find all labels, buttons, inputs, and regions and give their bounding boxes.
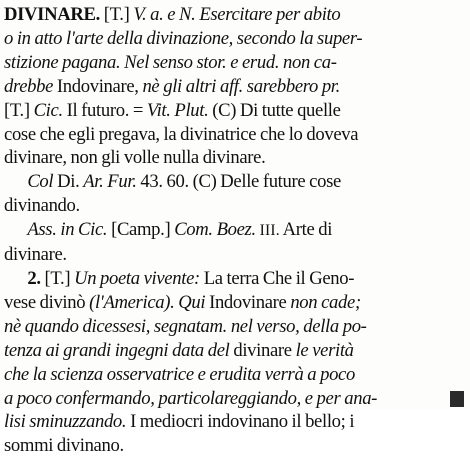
headword-reference: Indovinare bbox=[209, 291, 287, 313]
entry-line: a poco confermando, particolareggiando, e per ana- bbox=[4, 387, 378, 409]
entry-line: divinando. bbox=[4, 195, 80, 217]
citation-author: Cic. bbox=[33, 99, 63, 121]
entry-line: drebbe Indovinare, nè gli altri aff. sarebbero pr. bbox=[4, 75, 340, 97]
entry-line: che la scienza osservatrice e erudita verrà a poco bbox=[4, 363, 355, 385]
sense-number: 2. bbox=[27, 267, 41, 289]
entry-line: vese divinò (l'America). Qui Indovinare non cade; bbox=[4, 291, 361, 313]
entry-line: divinare. bbox=[4, 244, 67, 266]
definition-text: V. a. e N. Esercitare per abito bbox=[133, 4, 341, 25]
source-tag: [T.] bbox=[103, 4, 130, 25]
entry-line: sommi divinano. bbox=[4, 435, 124, 457]
entry-line: stizione pagana. Nel senso stor. e erud. non ca- bbox=[4, 51, 337, 73]
entry-line: [T.] Cic. Il futuro. = Vit. Plut. (C) Di tutte quelle bbox=[4, 99, 341, 121]
citation-author: Col bbox=[27, 171, 54, 193]
entry-line bbox=[4, 3, 453, 27]
scan-corner-mark bbox=[450, 391, 464, 407]
entry-line: nè quando dicessesi, segnatam. nel verso, della po- bbox=[4, 315, 367, 337]
citation-author: Ass. in Cic. bbox=[27, 219, 108, 241]
entry-line: o in atto l'arte della divinazione, secondo la super- bbox=[4, 27, 363, 49]
entry-line: tenza ai grandi ingegni data del divinare le verità bbox=[4, 339, 354, 361]
entry-line: Ass. in Cic. [Camp.] Com. Boez. III. Arte di bbox=[27, 219, 333, 241]
entry-line: lisi sminuzzando. I mediocri indovinano il bello; i bbox=[4, 411, 355, 433]
entry-headword: DIVINARE. bbox=[4, 4, 100, 25]
citation-author: Ar. Fur. bbox=[83, 171, 137, 193]
source-tag: [T.] bbox=[44, 267, 71, 289]
entry-line: Col Di. Ar. Fur. 43. 60. (C) Delle future cose bbox=[27, 171, 341, 193]
headword-reference: Indovinare, bbox=[56, 75, 139, 97]
source-tag: [T.] bbox=[4, 99, 30, 121]
entry-line: 2. [T.] Un poeta vivente: La terra Che il Geno- bbox=[27, 267, 355, 289]
citation-author: Vit. Plut. bbox=[146, 99, 209, 121]
dictionary-entry-divinare bbox=[4, 3, 453, 458]
entry-line: cose che egli pregava, la divinatrice che lo doveva bbox=[4, 123, 359, 145]
entry-line: divinare, non gli volle nulla divinare. bbox=[4, 147, 266, 169]
citation-author: Com. Boez. bbox=[174, 219, 256, 241]
source-tag: [Camp.] bbox=[111, 219, 171, 241]
